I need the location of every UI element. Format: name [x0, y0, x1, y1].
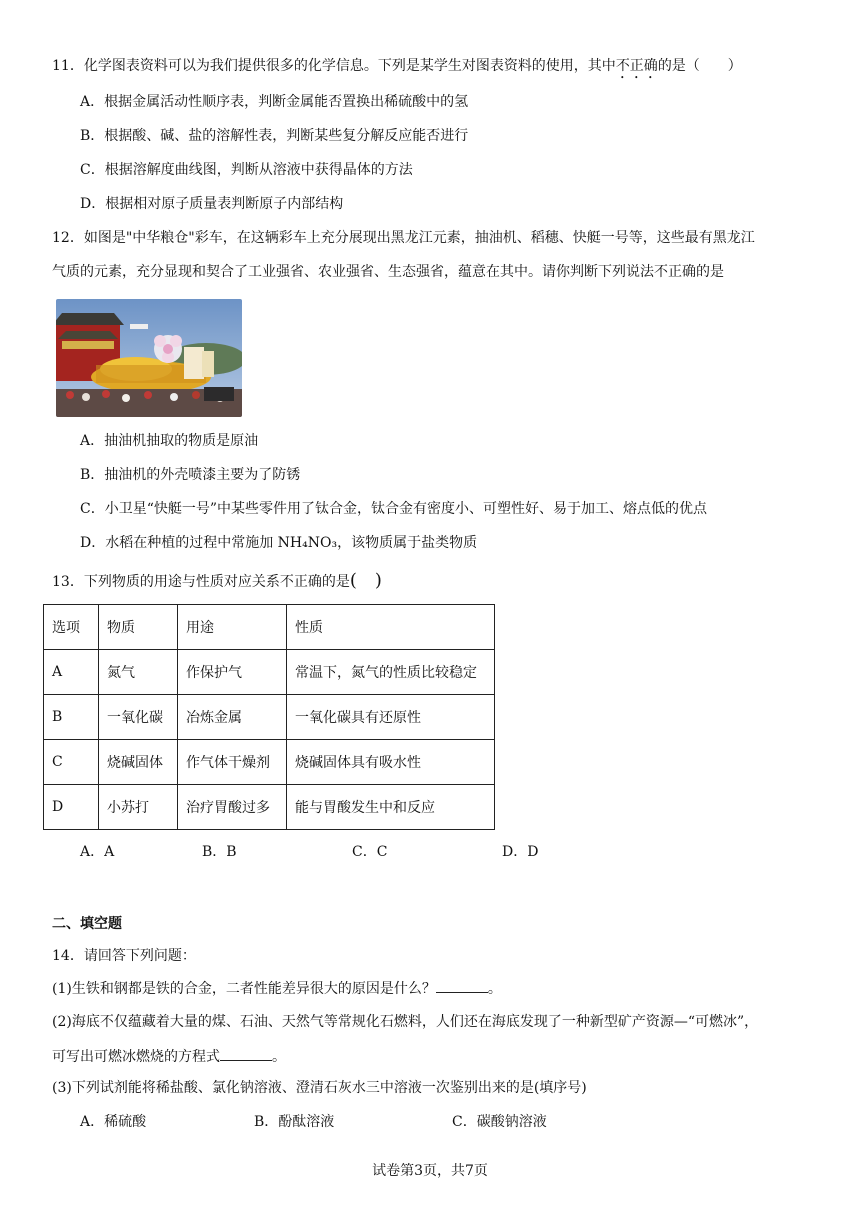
q11-option-b: B．根据酸、碱、盐的溶解性表，判断某些复分解反应能否进行: [80, 128, 469, 144]
q11-stem-prefix: 11．化学图表资料可以为我们提供很多的化学信息。下列是某学生对图表资料的使用，其中: [52, 58, 616, 74]
table-cell: 氮气: [99, 650, 178, 695]
table-cell: A: [44, 650, 99, 695]
table-header-row: [44, 605, 495, 650]
q12-stem-line2: 气质的元素，充分显现和契合了工业强省、农业强省、生态强省，蕴意在其中。请你判断下列说法不正确的是: [52, 264, 724, 280]
q11-option-c: C．根据溶解度曲线图，判断从溶液中获得晶体的方法: [80, 162, 413, 178]
table-header-cell: 物质: [99, 605, 178, 650]
q14-part1: [52, 978, 502, 999]
q14-stem: 14．请回答下列问题：: [52, 948, 196, 964]
q14-part2-line1: (2)海底不仅蕴藏着大量的煤、石油、天然气等常规化石燃料，人们还在海底发现了一种新型矿产资源—“可燃冰”，: [52, 1014, 759, 1030]
q13-option-b: B．B: [202, 844, 237, 860]
table-cell: 作气体干燥剂: [178, 740, 287, 785]
q14-part2-text: 可写出可燃冰燃烧的方程式: [52, 1049, 220, 1065]
table-cell: 一氧化碳: [99, 695, 178, 740]
q14-part2-line2: [52, 1046, 286, 1067]
table-header-cell: 性质: [287, 605, 495, 650]
q13-stem-text: 13．下列物质的用途与性质对应关系不正确的是: [52, 574, 350, 590]
table-cell: 一氧化碳具有还原性: [287, 695, 495, 740]
q13-option-d: D．D: [502, 844, 539, 860]
float-photo: [56, 299, 242, 417]
q14-part1-end: 。: [487, 981, 502, 997]
q14-part1-text: (1)生铁和钢都是铁的合金，二者性能差异很大的原因是什么？: [52, 981, 436, 997]
table-row: [44, 785, 495, 830]
table-cell: C: [44, 740, 99, 785]
table-header-cell: 选项: [44, 605, 99, 650]
table-header-cell: 用途: [178, 605, 287, 650]
table-cell: 作保护气: [178, 650, 287, 695]
q13-table: [43, 604, 495, 830]
table-cell: D: [44, 785, 99, 830]
q12-option-d: D．水稻在种植的过程中常施加 NH₄NO₃，该物质属于盐类物质: [80, 535, 478, 551]
table-row: [44, 695, 495, 740]
q14-option-c: C．碳酸钠溶液: [452, 1114, 547, 1130]
table-cell: 冶炼金属: [178, 695, 287, 740]
table-cell: 能与胃酸发生中和反应: [287, 785, 495, 830]
q14-part3: (3)下列试剂能将稀盐酸、氯化钠溶液、澄清石灰水三中溶液一次鉴别出来的是(填序号): [52, 1080, 587, 1096]
q13-answer-paren: ( ): [349, 570, 382, 591]
q12-option-b: B．抽油机的外壳喷漆主要为了防锈: [80, 467, 301, 483]
q13-option-c: C．C: [352, 844, 388, 860]
q11-stem-suffix: 的是（ ）: [657, 58, 742, 74]
table-cell: 烧碱固体: [99, 740, 178, 785]
answer-blank[interactable]: [220, 1046, 272, 1061]
q11-option-a: A．根据金属活动性顺序表，判断金属能否置换出稀硫酸中的氢: [80, 94, 469, 110]
table-cell: 烧碱固体具有吸水性: [287, 740, 495, 785]
table-row: [44, 650, 495, 695]
q12-option-a: A．抽油机抽取的物质是原油: [80, 433, 259, 449]
q12-option-c: C．小卫星“快艇一号”中某些零件用了钛合金，钛合金有密度小、可塑性好、易于加工、熔点低的优点: [80, 501, 708, 517]
table-cell: 常温下，氮气的性质比较稳定: [287, 650, 495, 695]
q14-part2-end: 。: [272, 1049, 286, 1065]
q11-emphasis: 不正确: [615, 58, 658, 74]
table-cell: 治疗胃酸过多: [178, 785, 287, 830]
q14-option-a: A．稀硫酸: [80, 1114, 147, 1130]
q13-option-a: A．A: [80, 844, 115, 860]
table-row: [44, 740, 495, 785]
q14-option-b: B．酚酞溶液: [254, 1114, 335, 1130]
q12-stem-line1: 12．如图是"中华粮仓"彩车，在这辆彩车上充分展现出黑龙江元素，抽油机、稻穗、快艇一号等，这些最有黑龙江: [52, 230, 755, 246]
page-footer: 试卷第3页，共7页: [372, 1163, 488, 1179]
q11-option-d: D．根据相对原子质量表判断原子内部结构: [80, 196, 344, 212]
answer-blank[interactable]: [436, 978, 488, 993]
float-photo-illustration: [56, 299, 242, 417]
q13-stem: [52, 571, 382, 592]
section-title: 二、填空题: [52, 916, 122, 932]
q11-stem: [52, 56, 742, 82]
table-cell: 小苏打: [99, 785, 178, 830]
table-cell: B: [44, 695, 99, 740]
